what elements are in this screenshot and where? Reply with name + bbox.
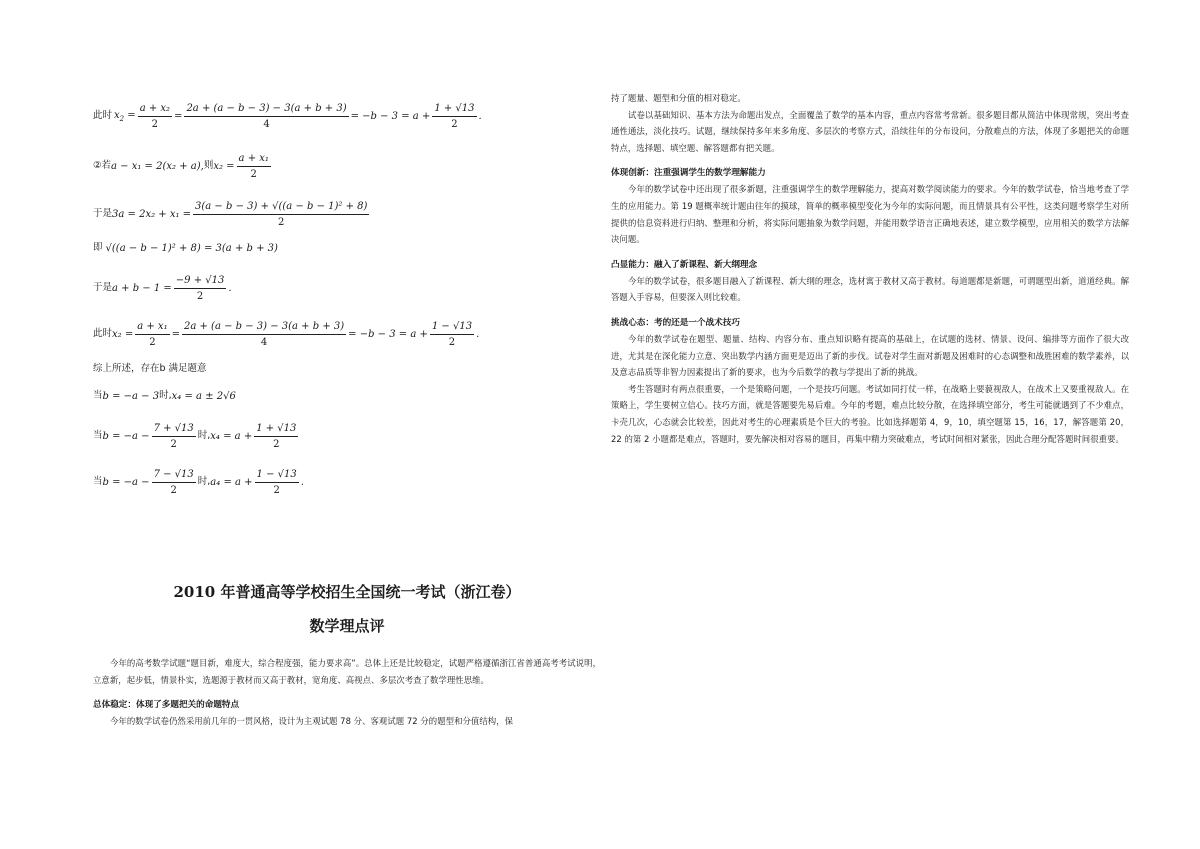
section-heading: 总体稳定：体现了多题把关的命题特点: [93, 700, 240, 711]
math-line-6: 此时 x₂ = $\frac{\text{a + x₁}}{2}$ = $\frac{2a + (a - b - 3) - 3(a + b + 3)}{4}$ = −b − 3 = a + $\frac{1 - √13}{2}$ .: [93, 321, 480, 348]
math-line-3: 于是 3a = 2x₂ + x₁ = $\frac{\text{3(a − b − 3) + √((a − b − 1)² + 8)}}{2}$: [93, 201, 368, 228]
fraction: $\frac{\text{a + x₁}}{2}$: [238, 153, 269, 180]
fraction: $\frac{\text{a + x₁}}{2}$: [137, 321, 168, 348]
page-title: 2010 年普通高等学校招生全国统一考试（浙江卷）: [173, 583, 521, 601]
page-subtitle: 数学理点评: [309, 617, 385, 635]
math-line-1: 此时 $x_2$ = $\frac{\text{a + x₂}}{2}$ = $\frac{2a + (a - b - 3) - 3(a + b + 3)}{4}$ = −b − 3 = a + $\frac{1 + √13}{2}$ .: [93, 103, 482, 130]
body-paragraph: 今年的数学试卷仍然采用前几年的一贯风格，设计为主观试题 78 分、客观试题 72 分的题型和分值结构，保: [110, 716, 514, 727]
math-line-5: 于是 a + b − 1 = $\frac{-9 + √13}{2}$ .: [93, 275, 232, 302]
fraction: $\frac{\text{3(a − b − 3) + √((a − b − 1)² + 8)}}{2}$: [195, 201, 368, 228]
math-line-2: ②若 a − x₁ = 2(x₂ + a), 则 x₂ = $\frac{\text{a + x₁}}{2}$: [93, 153, 269, 180]
fraction: $\frac{2a + (a - b - 3) - 3(a + b + 3)}{4}$: [183, 321, 345, 348]
body-paragraph: 试卷以基础知识、基本方法为命题出发点，全面覆盖了数学的基本内容，重点内容常考常新。很多题目都从简洁中体现常规，突出考查通性通法，淡化技巧。试题，继续保持多年来多角度、多层次的考察方式，沿续往年的分布设问，分散难点的方法，体现了多题把关的命题特点，选择题、填空题、解答题都有把关题。: [611, 109, 1129, 153]
body-paragraph: 持了题量、题型和分值的相对稳定。: [611, 93, 746, 103]
body-paragraph: 今年的数学试卷中还出现了很多新题，注重强调学生的数学理解能力，提高对数学阅读能力的要求。今年的数学试卷，恰当地考查了学生的应用能力。第 19 题概率统计题由往年的摸球，简单的概率模型变化为今年的实际问题，而且情景具有公平性，这类问题考察学生对所提供的信息资料进行归纳、整理和分析，将实际问题抽象为数学问题，并能用数学语言正确地表述，建立数学模型，应用相关的数学方法解决问题。: [611, 184, 1129, 245]
fraction: $\frac{1 + √13}{2}$: [434, 103, 475, 130]
math-line-10: 当 b = −a − $\frac{7 - √13}{2}$ 时, a₄ = a + $\frac{1 - √13}{2}$ .: [93, 469, 304, 496]
fraction: $\frac{2a + (a - b - 3) - 3(a + b + 3)}{4}$: [186, 103, 347, 130]
fraction: $\frac{1 + √13}{2}$: [256, 423, 297, 450]
fraction: $\frac{1 - √13}{2}$: [256, 469, 297, 496]
fraction: $\frac{7 + √13}{2}$: [153, 423, 194, 450]
right-prose: [611, 90, 1129, 447]
math-line-4: 即 √((a − b − 1)² + 8) = 3(a + b + 3): [93, 242, 278, 254]
fraction: $\frac{-9 + √13}{2}$: [175, 275, 225, 302]
section-heading: 体现创新：注重强调学生的数学理解能力: [611, 168, 766, 179]
math-line-9: 当 b = −a − $\frac{7 + √13}{2}$ 时, x₄ = a + $\frac{1 + √13}{2}$: [93, 423, 297, 450]
body-paragraph: 今年的数学试卷在题型、题量、结构、内容分布、重点知识略有提高的基础上，在试题的选材、情景、设问、编排等方面作了很大改进，尤其是在深化能力立意、突出数学内涵方面更是迈出了新的步伐。试卷对学生面对新题及困难时的心态调整和战胜困难的数学素养，以及意志品质等非智力因素提出了新的要求，也为今后数学的教与学提出了新的挑战。: [611, 333, 1129, 378]
intro-paragraph: 今年的高考数学试题“题目新，难度大，综合程度强，能力要求高”。总体上还是比较稳定，试题严格遵循浙江省普通高考考试说明，立意新，起步低，情景朴实，选题源于教材而又高于教材，宽角度、高视点、多层次考查了数学理性思维。: [93, 658, 601, 685]
title-block: [93, 580, 601, 638]
fraction: $\frac{\text{a + x₂}}{2}$: [139, 103, 171, 130]
body-paragraph: 考生答题时有两点很重要，一个是策略问题，一个是技巧问题。考试如同打仗一样，在战略上要藐视敌人，在战术上又要重视敌人。在策略上，学生要树立信心。技巧方面，就是答题要先易后难。今年的考题，难点比较分散，在选择填空部分，考生可能就遇到了不少难点，卡壳几次，心态就会比较差，因此对考生的心理素质是个巨大的考验。比如选择题第 4，9，10，填空题第 15，16，17，解答题第 20，22 的第 2 小题都是难点，答题时，要先解决相对容易的题目，再集中精力突破难点，考试时间相对紧张，因此合理分配答题时间很重要。: [611, 383, 1129, 444]
fraction: $\frac{1 - √13}{2}$: [431, 321, 473, 348]
math-line-7: 综上所述，存在b 满足题意: [93, 363, 207, 374]
fraction: $\frac{7 - √13}{2}$: [153, 469, 194, 496]
left-prose: [93, 655, 601, 730]
section-heading: 挑战心态：考的还是一个战术技巧: [611, 317, 740, 328]
section-heading: 凸显能力：融入了新课程、新大纲理念: [611, 259, 758, 270]
math-line-8: 当 b = −a − 3 时, x₄ = a ± 2√6: [93, 390, 236, 402]
body-paragraph: 今年的数学试卷，很多题目融入了新课程、新大纲的理念，选材寓于教材又高于教材。每道题都是新题，可谓题型出新，道道经典。解答题入手容易，但要深入则比较难。: [611, 275, 1129, 303]
